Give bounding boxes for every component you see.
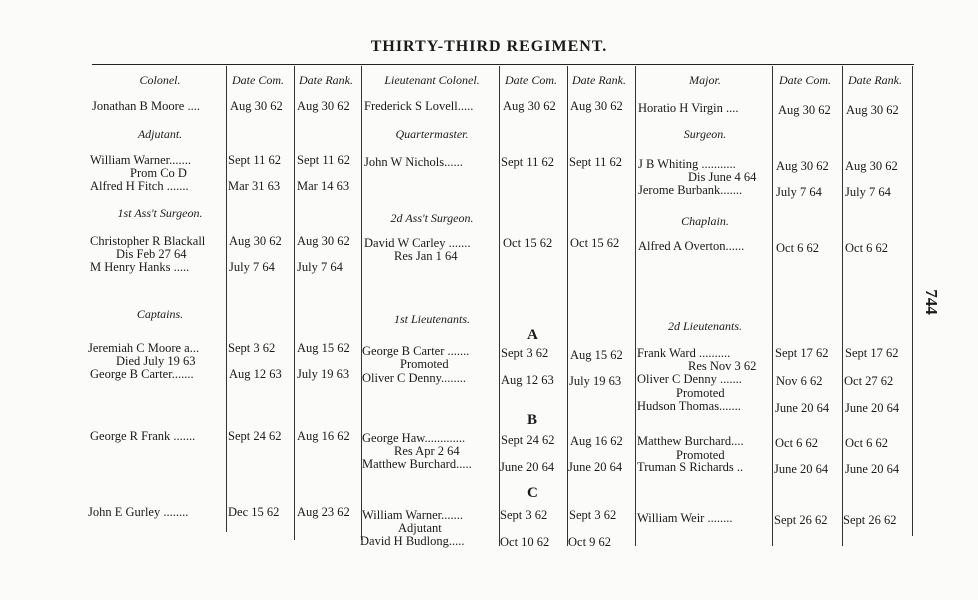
date-rank: June 20 64 <box>845 401 900 415</box>
column-divider <box>499 66 500 546</box>
page-number: 744 <box>921 289 941 315</box>
date-com: Sept 24 62 <box>228 429 282 443</box>
date-com: Nov 6 62 <box>776 374 823 388</box>
header-first-asst-surgeon: 1st Ass't Surgeon. <box>117 206 203 220</box>
header-adjutant: Adjutant. <box>137 127 183 141</box>
header-date-rank: Date Rank. <box>848 73 902 87</box>
date-rank: Aug 30 62 <box>297 234 350 248</box>
header-date-com: Date Com. <box>779 73 831 87</box>
date-com: Aug 30 62 <box>230 99 283 113</box>
date-rank: Oct 9 62 <box>568 535 612 549</box>
date-rank: June 20 64 <box>845 462 900 476</box>
officer-name: Horatio H Virgin .... <box>638 101 739 115</box>
date-com: July 7 64 <box>776 185 822 199</box>
date-rank: Mar 14 63 <box>297 179 350 193</box>
officer-name: Jeremiah C Moore a... <box>88 341 200 355</box>
header-lt-colonel: Lieutenant Colonel. <box>384 73 480 87</box>
header-colonel: Colonel. <box>139 73 181 87</box>
officer-name: John W Nichols...... <box>364 155 463 169</box>
officer-name: Frederick S Lovell..... <box>364 99 474 113</box>
header-chaplain: Chaplain. <box>681 214 729 228</box>
officer-note: Res Jan 1 64 <box>394 249 458 263</box>
officer-name: Frank Ward .......... <box>637 346 731 360</box>
officer-name: David W Carley ....... <box>364 236 471 250</box>
officer-note: Promoted <box>676 386 725 400</box>
column-divider <box>772 66 773 546</box>
officer-note: Dis Feb 27 64 <box>116 247 187 261</box>
date-com: Aug 12 63 <box>501 373 554 387</box>
date-rank: Aug 15 62 <box>570 348 623 362</box>
date-rank: July 19 63 <box>569 374 622 388</box>
column-divider <box>294 66 295 540</box>
officer-note: Adjutant <box>398 521 442 535</box>
officer-note: Died July 19 63 <box>116 354 196 368</box>
date-rank: Sept 3 62 <box>569 508 617 522</box>
officer-name: Alfred A Overton...... <box>638 239 745 253</box>
date-com: Aug 30 62 <box>778 103 831 117</box>
date-rank: Oct 15 62 <box>570 236 620 250</box>
date-com: Aug 12 63 <box>229 367 282 381</box>
date-com: June 20 64 <box>500 460 555 474</box>
officer-name: Jerome Burbank....... <box>638 183 743 197</box>
date-rank: Aug 30 62 <box>845 159 898 173</box>
date-rank: Aug 23 62 <box>297 505 350 519</box>
officer-name: George R Frank ....... <box>90 429 196 443</box>
date-com: Oct 6 62 <box>776 241 820 255</box>
officer-name: Hudson Thomas....... <box>637 399 741 413</box>
date-com: Sept 24 62 <box>501 433 555 447</box>
officer-name: Truman S Richards .. <box>637 460 744 474</box>
officer-name: M Henry Hanks ..... <box>90 260 190 274</box>
column-divider <box>635 66 636 546</box>
page-title: THIRTY-THIRD REGIMENT. <box>370 38 608 55</box>
header-second-asst-surgeon: 2d Ass't Surgeon. <box>390 211 474 225</box>
date-rank: Sept 26 62 <box>843 513 897 527</box>
date-com: Mar 31 63 <box>228 179 281 193</box>
header-first-lieutenants: 1st Lieutenants. <box>393 312 470 326</box>
date-rank: Aug 30 62 <box>297 99 350 113</box>
header-major: Major. <box>689 73 721 87</box>
officer-name: Oliver C Denny ....... <box>637 372 742 386</box>
officer-note: Promoted <box>400 357 449 371</box>
date-com: Oct 10 62 <box>500 535 550 549</box>
header-quartermaster: Quartermaster. <box>395 127 469 141</box>
date-com: Oct 6 62 <box>775 436 819 450</box>
officer-name: Matthew Burchard.... <box>637 434 744 448</box>
date-rank: Aug 30 62 <box>846 103 899 117</box>
officer-note: Res Nov 3 62 <box>688 359 757 373</box>
officer-name: Matthew Burchard..... <box>362 457 472 471</box>
date-rank: July 19 63 <box>297 367 350 381</box>
date-com: Aug 30 62 <box>503 99 556 113</box>
officer-note: Promoted <box>676 448 725 462</box>
column-divider <box>912 66 913 536</box>
officer-name: Oliver C Denny........ <box>362 371 467 385</box>
officer-name: William Warner....... <box>362 508 464 522</box>
officer-name: George B Carter ....... <box>362 344 470 358</box>
date-com: Sept 26 62 <box>774 513 828 527</box>
officer-name: David H Budlong..... <box>360 534 465 548</box>
date-rank: Sept 17 62 <box>845 346 899 360</box>
date-com: Sept 11 62 <box>228 153 282 167</box>
date-com: Sept 3 62 <box>501 346 549 360</box>
officer-name: J B Whiting ........... <box>638 157 736 171</box>
company-letter: C <box>527 485 538 501</box>
date-rank: Oct 6 62 <box>845 241 889 255</box>
column-divider <box>567 66 568 546</box>
header-date-rank: Date Rank. <box>572 73 626 87</box>
header-date-rank: Date Rank. <box>299 73 353 87</box>
officer-note: Res Apr 2 64 <box>394 444 460 458</box>
officer-name: Jonathan B Moore .... <box>92 99 200 113</box>
date-rank: Aug 16 62 <box>570 434 623 448</box>
company-letter: B <box>527 412 538 428</box>
date-rank: Aug 16 62 <box>297 429 350 443</box>
date-rank: Oct 27 62 <box>844 374 894 388</box>
date-com: Sept 11 62 <box>501 155 555 169</box>
date-rank: July 7 64 <box>297 260 343 274</box>
title-rule <box>92 64 914 65</box>
date-rank: June 20 64 <box>568 460 623 474</box>
header-date-com: Date Com. <box>232 73 284 87</box>
date-rank: Oct 6 62 <box>845 436 889 450</box>
date-com: June 20 64 <box>774 462 829 476</box>
date-com: Oct 15 62 <box>503 236 553 250</box>
officer-note: Prom Co D <box>130 166 187 180</box>
company-letter: A <box>527 327 538 343</box>
date-rank: Sept 11 62 <box>569 155 623 169</box>
date-com: Sept 17 62 <box>775 346 829 360</box>
date-com: Aug 30 62 <box>229 234 282 248</box>
date-rank: Aug 15 62 <box>297 341 350 355</box>
column-divider <box>226 66 227 532</box>
date-com: Aug 30 62 <box>776 159 829 173</box>
date-com: Sept 3 62 <box>228 341 276 355</box>
header-date-com: Date Com. <box>505 73 557 87</box>
officer-name: Christopher R Blackall <box>90 234 206 248</box>
date-rank: Aug 30 62 <box>570 99 623 113</box>
header-captains: Captains. <box>136 307 184 321</box>
officer-name: George B Carter....... <box>90 367 194 381</box>
officer-name: George Haw............. <box>362 431 466 445</box>
officer-name: William Warner....... <box>90 153 192 167</box>
header-second-lieutenants: 2d Lieutenants. <box>668 319 742 333</box>
officer-note: Dis June 4 64 <box>688 170 757 184</box>
column-divider <box>842 66 843 546</box>
date-com: June 20 64 <box>775 401 830 415</box>
officer-name: William Weir ........ <box>637 511 733 525</box>
date-rank: July 7 64 <box>845 185 891 199</box>
date-com: Sept 3 62 <box>500 508 548 522</box>
officer-name: John E Gurley ........ <box>88 505 189 519</box>
date-com: July 7 64 <box>229 260 275 274</box>
date-rank: Sept 11 62 <box>297 153 351 167</box>
header-surgeon: Surgeon. <box>683 127 727 141</box>
date-com: Dec 15 62 <box>228 505 280 519</box>
officer-name: Alfred H Fitch ....... <box>90 179 189 193</box>
